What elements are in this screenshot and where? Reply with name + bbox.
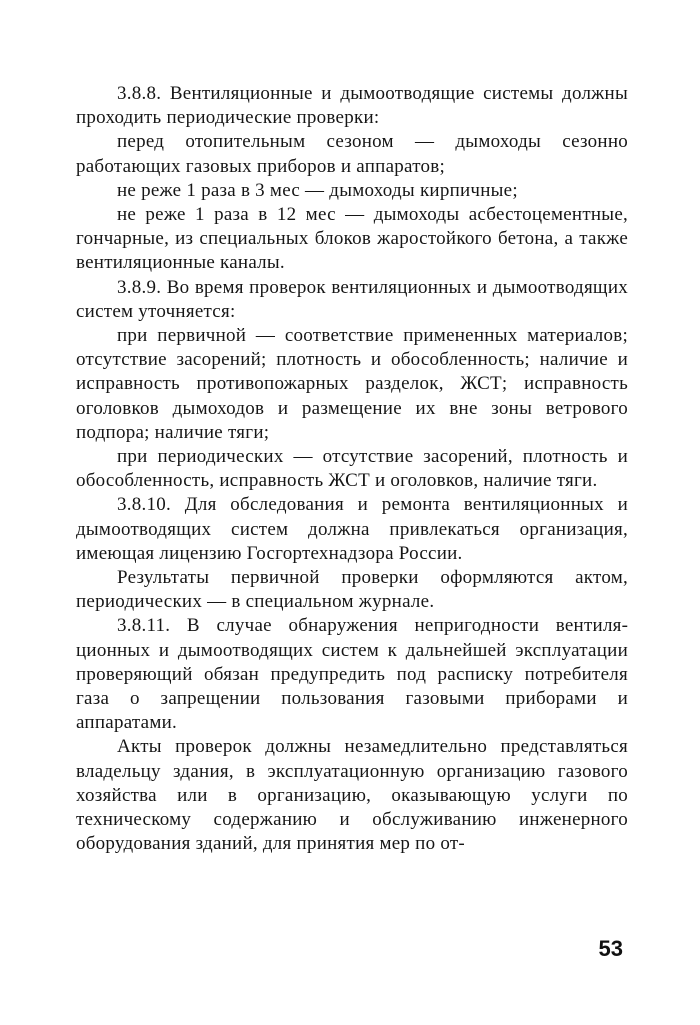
paragraph-primary-inspection: при первичной — соответствие примененных материалов; отсутствие засорений; плотность и обособленность; наличие и исправность противопожарных разделок, ЖСТ; исправность оголовков дымоходов и размещение их вне зоны ветрового подпора; наличие тяги;	[76, 325, 628, 443]
paragraph-every-3-months: не реже 1 раза в 3 мес — дымоходы кирпичные;	[117, 179, 518, 201]
paragraph-every-12-months: не реже 1 раза в 12 мес — дымоходы асбестоцементные, гончарные, из специальных блоков жаростойкого бетона, а также вентиляционные каналы.	[76, 204, 628, 274]
paragraph-before-heating-season: перед отопительным сезоном — дымоходы сезонно работающих газовых приборов и аппаратов;	[76, 131, 628, 177]
paragraph-3-8-8: 3.8.8. Вентиляционные и дымоотводящие системы должны проходить периодические проверки:	[76, 83, 628, 129]
paragraph-inspection-acts: Акты проверок должны незамедлительно представляться владельцу здания, в эксплуатационную организацию газового хозяйства или в организацию, оказывающую услуги по техническому содержанию и обслуживанию инженерного оборудования зданий, для принятия мер по от-	[76, 736, 628, 855]
paragraph-periodic-inspection: при периодических — отсутствие засорений, плотность и обособленность, исправность ЖСТ и оголовков, наличие тяги.	[76, 446, 628, 492]
page-body	[76, 82, 628, 857]
page-number: 53	[598, 936, 623, 961]
paragraph-3-8-9: 3.8.9. Во время проверок вентиляционных и дымоотводящих систем уточняется:	[76, 276, 628, 322]
paragraph-inspection-results: Результаты первичной проверки оформляются актом, периодических — в специальном журнале.	[76, 567, 628, 613]
paragraph-3-8-11: 3.8.11. В случае обнаружения непригодности вентиляционных и дымоотводящих систем к дальнейшей эксплуатации проверяющий обязан предупредить под расписку потребителя газа о запрещении пользования газовыми приборами и аппаратами.	[76, 615, 628, 734]
paragraph-3-8-10: 3.8.10. Для обследования и ремонта вентиляционных и дымоотводящих систем должна привлекаться организация, имеющая лицензию Госгортехнадзора России.	[76, 494, 628, 564]
